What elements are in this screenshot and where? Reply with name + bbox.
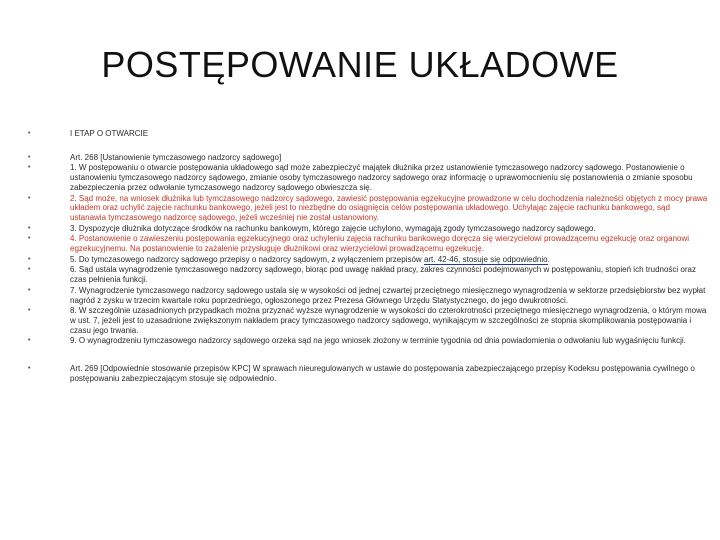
- item-text-post: .: [547, 254, 550, 264]
- bullet-icon: •: [28, 235, 31, 243]
- item-text: 9. O wynagrodzeniu tymczasowego nadzorcy sądowego orzeka sąd na jego wniosek złożony w terminie tygodnia od dnia powiadomienia o odwołaniu lub wygaśnięciu funkcji.: [70, 336, 686, 346]
- list-item: [28, 129, 708, 139]
- item-text: I ETAP O OTWARCIE: [70, 129, 149, 138]
- item-text: 6. Sąd ustala wynagrodzenie tymczasowego nadzorcy sądowego, biorąc pod uwagę nakład pracy, zakres czynności podejmowanych w postępowaniu, stopień ich trudności oraz czas pełnienia funkcji.: [70, 265, 696, 285]
- bullet-icon: •: [28, 164, 31, 172]
- bullet-icon: •: [28, 286, 31, 294]
- bullet-icon: •: [28, 194, 31, 202]
- list-item: [28, 286, 708, 305]
- item-text: 3. Dyspozycje dłużnika dotyczące środków na rachunku bankowym, którego zajęcie uchylono, wymagają zgody tymczasowego nadzorcy sądowego.: [70, 223, 596, 233]
- item-text: Art. 268 [Ustanowienie tymczasowego nadzorcy sądowego]: [70, 152, 282, 162]
- bullet-icon: •: [28, 307, 31, 315]
- item-text: 8. W szczególnie uzasadnionych przypadkach można przyznać wyższe wynagrodzenie w wysokości do czterokrotności przeciętnego miesięcznego wynagrodzenia, o którym mowa w ust. 7, jeżeli jest to uzasadnione zwiększonym nakładem pracy tymczasowego nadzorcy sądowego, wynikającym w szczególności ze stopnia skomplikowania postępowania i czasu jego trwania.: [70, 306, 707, 335]
- item-text: 2. Sąd może, na wniosek dłużnika lub tymczasowego nadzorcy sądowego, zawiesić postępowania egzekucyjne prowadzone w celu dochodzenia należności objętych z mocy prawa układem oraz uchylić zajęcie rachunku bankowego, jeżeli jest to niezbędne do osiągnięcia celów postępowania układowego. Uchylając zajęcie rachunku bankowego, sąd ustanawia tymczasowego nadzorcę sądowego, jeżeli wcześniej nie został ustanowiony.: [70, 193, 708, 222]
- bullet-icon: •: [28, 224, 31, 232]
- list-item: [28, 336, 708, 346]
- list-item: [28, 153, 708, 163]
- bullet-icon: •: [28, 337, 31, 345]
- item-text: 4. Postanowienie o zawieszeniu postępowania egzekucyjnego oraz uchyleniu zajęcia rachunku bankowego doręcza się wierzycielowi prowadzącemu egzekucję oraz organowi egzekucyjnemu. Na postanowienie to zażalenie przysługuje dłużnikowi oraz wierzycielowi prowadzącemu egzekucję.: [70, 234, 690, 254]
- article-reference-link[interactable]: art. 42-46, stosuje się odpowiednio: [423, 254, 548, 264]
- list-item: [28, 163, 708, 192]
- list-item: [28, 194, 708, 223]
- bullet-icon: •: [28, 365, 31, 373]
- list-item: [28, 224, 708, 234]
- bullet-list: [28, 129, 708, 383]
- list-item: [28, 255, 708, 265]
- item-text: 1. W postępowaniu o otwarcie postępowania układowego sąd może zabezpieczyć majątek dłużnika przez ustanowienie tymczasowego nadzorcy sądowego. Postanowienie o ustanowieniu tymczasowego nadzorcy sądowego, zmianie osoby tymczasowego nadzorcy sądowego oraz informację o uprawomocnieniu się postanowienia o zmianie sposobu zabezpieczenia przez odwołanie tymczasowego nadzorcy sądowego obwieszcza się.: [70, 163, 693, 192]
- list-item: [28, 364, 708, 383]
- bullet-icon: •: [28, 255, 31, 263]
- list-item: [28, 306, 708, 335]
- page-title: POSTĘPOWANIE UKŁADOWE: [101, 44, 619, 85]
- bullet-icon: •: [28, 266, 31, 274]
- list-item: [28, 234, 708, 253]
- bullet-icon: •: [28, 130, 31, 137]
- list-item: [28, 265, 708, 284]
- bullet-icon: •: [28, 153, 31, 161]
- item-text-pre: 5. Do tymczasowego nadzorcy sądowego przepisy o nadzorcy sądowym, z wyłączeniem przepisów: [70, 254, 424, 264]
- item-text: Art. 269 [Odpowiednie stosowanie przepisów KPC] W sprawach nieuregulowanych w ustawie do postępowania zabezpieczającego przepisy Kodeksu postępowania cywilnego o postępowaniu zabezpieczającym stosuje się odpowiednio.: [70, 364, 695, 383]
- item-text: 7. Wynagrodzenie tymczasowego nadzorcy sądowego ustala się w wysokości od jednej czwartej przeciętnego miesięcznego wynagrodzenia w sektorze przedsiębiorstw bez wypłat nagród z zysku w trzecim kwartale roku poprzedniego, ogłoszonego przez Prezesa Głównego Urzędu Statystycznego, do jego dwukrotności.: [70, 285, 706, 305]
